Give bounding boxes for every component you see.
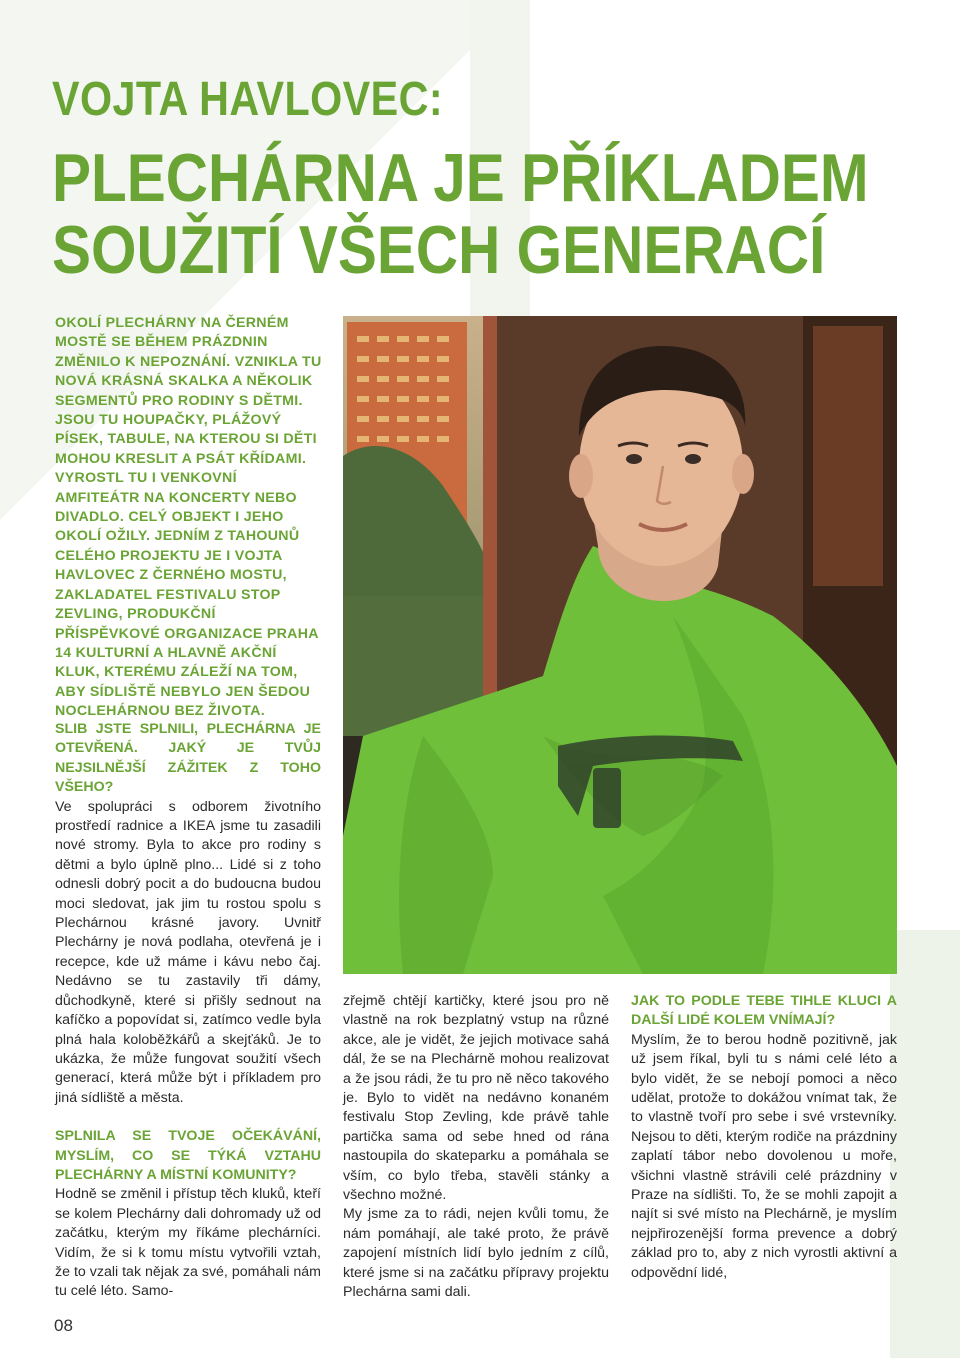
article-lead: OKOLÍ PLECHÁRNY NA ČERNÉM MOSTĚ SE BĚHEM PRÁZDNIN ZMĚNILO K NEPOZNÁNÍ. VZNIKLA TU NOVÁ KRÁSNÁ SKALKA A NĚKOLIK SEGMENTŮ PRO RODINY S DĚTMI. JSOU TU HOUPAČKY, PLÁŽOVÝ PÍSEK, TABULE, NA KTEROU SI DĚTI MOHOU KRESLIT A PSÁT KŘÍDAMI. VYROSTL TU I VENKOVNÍ AMFITEÁTR NA KONCERTY NEBO DIVADLO. CELÝ OBJEKT I JEHO OKOLÍ OŽILY. JEDNÍM Z TAHOUNŮ CELÉHO PROJEKTU JE I VOJTA HAVLOVEC Z ČERNÉHO MOSTU, ZAKLADATEL FESTIVALU STOP ZEVLING, PRODUKČNÍ PŘÍSPĚVKOVÉ ORGANIZACE PRAHA 14 KULTURNÍ A HLAVNĚ AKČNÍ KLUK, KTERÉMU ZÁLEŽÍ NA TOM, ABY SÍDLIŠTĚ NEBYLO JEN ŠEDOU NOCLEHÁRNOU BEZ ŽIVOTA.	[55, 315, 322, 720]
interview-answer: Myslím, že to berou hodně pozitivně, jak už jsem říkal, byli tu s námi celé léto a bylo vidět, že se nebojí pomoci a něco udělat, protože to dokážou vnímat tak, že to vlastně tvoří pro sebe i své vrstevníky. Nejsou to děti, kterým rodiče na prázdniny zaplatí tábor nebo dovolenou u moře, všichni vlastně strávili celé prázdniny v Praze na sídlišti. To, že se mohli zapojit a najít si své místo na Plechárně, je myslím nejpřirozenější forma prevence a dobrý základ pro to, aby z nich vyrostli aktivní a odpovědní lidé,	[631, 1031, 897, 1281]
headline-line: SOUŽITÍ VŠECH GENERACÍ	[52, 212, 826, 288]
background-shape	[890, 930, 960, 1358]
interview-answer: Hodně se změnil i přístup těch kluků, kteří se kolem Plechárny dali dohromady už od začátku, kterým my říkáme plechárníci. Vidím, že si k tomu místu vytvořili vztah, že to vzali tak nějak za své, pomáhali nám tu celé léto. Samo-	[55, 1186, 321, 1300]
page-number: 08	[54, 1316, 73, 1335]
interview-question: JAK TO PODLE TEBE TIHLE KLUCI A DALŠÍ LIDÉ KOLEM VNÍMAJÍ?	[631, 993, 897, 1029]
text-column	[631, 992, 897, 1283]
interview-question: SLIB JSTE SPLNILI, PLECHÁRNA JE OTEVŘENÁ. JAKÝ JE TVŮJ NEJSILNĚJŠÍ ZÁŽITEK Z TOHO VŠEHO?	[55, 721, 321, 796]
interview-answer: zřejmě chtějí kartičky, které jsou pro ně vlastně na rok bezplatný vstup na různé akce, ale je vidět, že jejich motivace sahá dál, že se na Plechárně mohou realizovat a že jsou rádi, že tu pro ně něco takového je. Bylo to vidět na nedávno konaném festivalu Stop Zevling, kde právě tahle partička sama od sebe hned od rána nastoupila do skateparku a pomáhala se vším, co bylo třeba, stavěli stánky a všechno možné.	[343, 993, 609, 1204]
article-kicker: VOJTA HAVLOVEC:	[52, 73, 443, 126]
text-column	[55, 720, 321, 1302]
interview-answer: My jsme za to rádi, nejen kvůli tomu, že nám pomáhají, ale také proto, že právě zapojení místních lidí bylo jedním z cílů, které jsme si na začátku přípravy projektu Plechárna sami dali.	[343, 1206, 609, 1301]
text-column	[343, 992, 609, 1303]
article-headline	[52, 142, 869, 286]
interview-answer: Ve spolupráci s odborem životního prostředí radnice a IKEA jsme tu zasadili nové stromy. Byla to akce pro rodiny s dětmi a bylo úplně plno... Lidé si z toho odnesli dobrý pocit a do budoucna budou moci sledovat, jak jim tu rostou spolu s Plechárnou krásné javory. Uvnitř Plechárny je nová podlaha, otevřená je i recepce, kde už máme i kávu nebo čaj. Nedávno se tu zastavily tři dámy, důchodkyně, které si přišly sednout na kafíčko a popovídat si, zatímco vedle byla plná hala koloběžkářů a skejťáků. Je to ukázka, že může fungovat soužití všech generací, která může být i příkladem pro jiná sídliště a města.	[55, 798, 321, 1106]
portrait-illustration	[343, 316, 897, 974]
headline-line: PLECHÁRNA JE PŘÍKLADEM	[52, 140, 869, 216]
portrait-photo	[343, 316, 897, 974]
interview-question: SPLNILA SE TVOJE OČEKÁVÁNÍ, MYSLÍM, CO SE TÝKÁ VZTAHU PLECHÁRNY A MÍSTNÍ KOMUNITY?	[55, 1128, 321, 1183]
